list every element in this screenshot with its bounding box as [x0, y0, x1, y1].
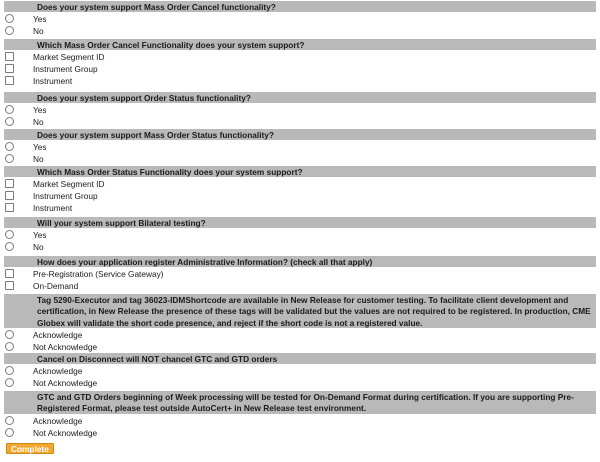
checkbox[interactable]	[5, 179, 14, 188]
option-label: Acknowledge	[33, 329, 83, 340]
option-label: Yes	[33, 229, 47, 240]
question-header: Does your system support Mass Order Cancel functionality?	[0, 1, 596, 12]
option-row[interactable]	[0, 13, 596, 25]
option-label: Yes	[33, 13, 47, 24]
question-header: Will your system support Bilateral testing?	[0, 217, 596, 228]
option-label: No	[33, 25, 44, 36]
question-header: Does your system support Order Status functionality?	[0, 92, 596, 103]
option-row[interactable]	[0, 329, 596, 341]
option-row[interactable]	[0, 141, 596, 153]
option-row[interactable]	[0, 153, 596, 165]
option-label: Pre-Registration (Service Gateway)	[33, 268, 164, 279]
radio-button[interactable]	[5, 428, 14, 437]
option-label: Acknowledge	[33, 415, 83, 426]
option-row[interactable]	[0, 104, 596, 116]
complete-button[interactable]: Complete	[6, 443, 54, 454]
option-label: Not Acknowledge	[33, 377, 98, 388]
option-label: Yes	[33, 104, 47, 115]
option-label: Instrument	[33, 75, 73, 86]
option-row[interactable]	[0, 25, 596, 37]
question-header: Which Mass Order Cancel Functionality does your system support?	[0, 39, 596, 50]
option-row[interactable]	[0, 241, 596, 253]
radio-button[interactable]	[5, 330, 14, 339]
radio-button[interactable]	[5, 117, 14, 126]
option-row[interactable]	[0, 190, 596, 202]
option-row[interactable]	[0, 202, 596, 214]
option-row[interactable]	[0, 178, 596, 190]
radio-button[interactable]	[5, 416, 14, 425]
option-label: Yes	[33, 141, 47, 152]
radio-button[interactable]	[5, 378, 14, 387]
radio-button[interactable]	[5, 105, 14, 114]
radio-button[interactable]	[5, 14, 14, 23]
question-header: Cancel on Disconnect will NOT chancel GTC and GTD orders	[0, 353, 596, 364]
question-header: Which Mass Order Status Functionality does your system support?	[0, 166, 596, 177]
option-row[interactable]	[0, 341, 596, 353]
option-label: Instrument Group	[33, 190, 98, 201]
checkbox[interactable]	[5, 203, 14, 212]
checkbox[interactable]	[5, 269, 14, 278]
question-header: Does your system support Mass Order Status functionality?	[0, 129, 596, 140]
option-row[interactable]	[0, 51, 596, 63]
option-row[interactable]	[0, 63, 596, 75]
option-label: No	[33, 116, 44, 127]
option-label: No	[33, 153, 44, 164]
option-row[interactable]	[0, 229, 596, 241]
radio-button[interactable]	[5, 154, 14, 163]
checkbox[interactable]	[5, 52, 14, 61]
option-label: Not Acknowledge	[33, 341, 98, 352]
radio-button[interactable]	[5, 366, 14, 375]
radio-button[interactable]	[5, 342, 14, 351]
option-row[interactable]	[0, 75, 596, 87]
question-header: How does your application register Administrative Information? (check all that apply)	[0, 256, 596, 267]
radio-button[interactable]	[5, 26, 14, 35]
radio-button[interactable]	[5, 242, 14, 251]
option-label: Market Segment ID	[33, 178, 105, 189]
option-label: Instrument Group	[33, 63, 98, 74]
option-label: Acknowledge	[33, 365, 83, 376]
option-label: On-Demand	[33, 280, 79, 291]
option-label: Market Segment ID	[33, 51, 105, 62]
option-label: Instrument	[33, 202, 73, 213]
option-row[interactable]	[0, 415, 596, 427]
option-row[interactable]	[0, 427, 596, 439]
checkbox[interactable]	[5, 76, 14, 85]
option-row[interactable]	[0, 365, 596, 377]
question-header: GTC and GTD Orders beginning of Week processing will be tested for On-Demand Format during certification. If you are supporting Pre-Registered Format, please test outside AutoCert+ in New Release test environment.	[0, 391, 596, 414]
option-row[interactable]	[0, 116, 596, 128]
option-label: Not Acknowledge	[33, 427, 98, 438]
option-row[interactable]	[0, 377, 596, 389]
checkbox[interactable]	[5, 64, 14, 73]
option-row[interactable]	[0, 280, 596, 292]
radio-button[interactable]	[5, 230, 14, 239]
option-label: No	[33, 241, 44, 252]
checkbox[interactable]	[5, 191, 14, 200]
question-header: Tag 5290-Executor and tag 36023-IDMShortcode are available in New Release for customer testing. To facilitate client development and certification, in New Release the presence of these tags will be validated but the values are not required to be registered. In production, CME Globex will validate the short code presence, and reject if the short code is not a registered value.	[0, 294, 596, 328]
checkbox[interactable]	[5, 281, 14, 290]
option-row[interactable]	[0, 268, 596, 280]
radio-button[interactable]	[5, 142, 14, 151]
